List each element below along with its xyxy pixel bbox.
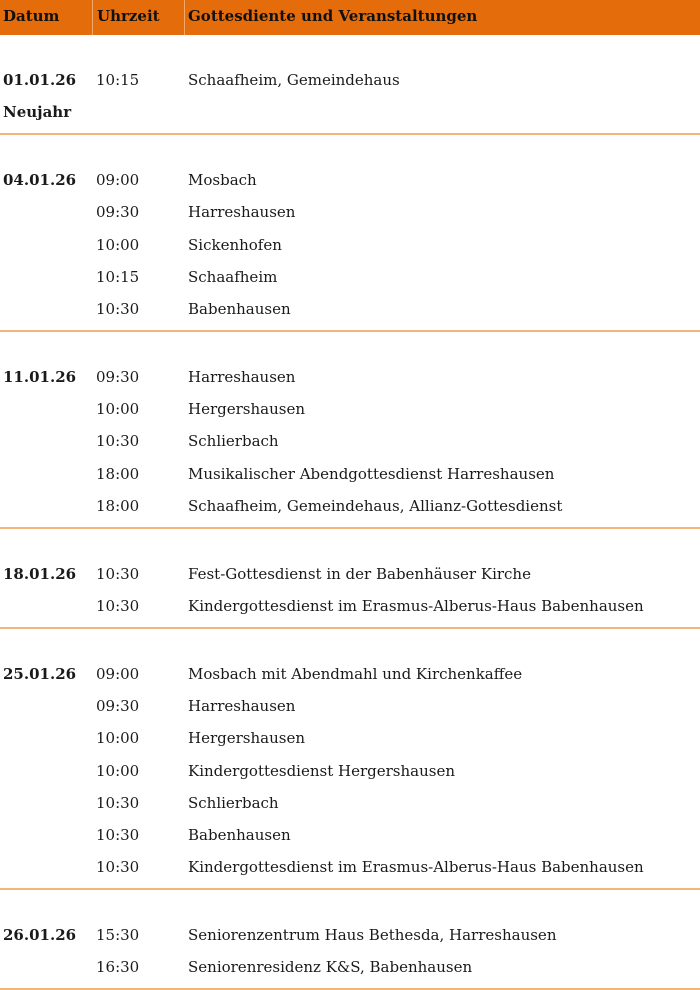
schedule-row [0, 826, 700, 858]
row-date: 11.01.26 [3, 367, 77, 386]
schedule-row [0, 465, 700, 497]
row-date: 25.01.26 [3, 664, 77, 683]
schedule-row [0, 171, 700, 203]
schedule-row [0, 400, 700, 432]
row-time: 09:00 [96, 171, 140, 190]
schedule-row [0, 958, 700, 990]
row-date: 26.01.26 [3, 926, 77, 945]
header-event: Gottesdiente und Veranstaltungen [184, 0, 700, 35]
schedule-row [0, 665, 700, 697]
schedule-row [0, 597, 700, 629]
row-time: 09:30 [96, 203, 140, 222]
schedule-row [0, 794, 700, 826]
row-event: Hergershausen [188, 729, 305, 748]
row-time: 09:00 [96, 664, 140, 683]
row-event: Musikalischer Abendgottesdienst Harreshausen [188, 464, 555, 483]
row-event: Harreshausen [188, 367, 296, 386]
row-event: Kindergottesdienst Hergershausen [188, 761, 455, 780]
row-event: Kindergottesdienst im Erasmus-Alberus-Haus Babenhausen [188, 596, 644, 615]
schedule-row [0, 565, 700, 597]
row-time: 10:30 [96, 825, 140, 844]
schedule-row [0, 729, 700, 761]
date-note: Neujahr [3, 103, 72, 122]
row-event: Seniorenresidenz K&S, Babenhausen [188, 958, 473, 977]
schedule-body [0, 35, 700, 990]
row-time: 10:30 [96, 793, 140, 812]
row-time: 09:30 [96, 367, 140, 386]
schedule-row [0, 858, 700, 890]
row-date: 01.01.26 [3, 71, 77, 89]
row-event: Schaafheim, Gemeindehaus, Allianz-Gottesdienst [188, 496, 563, 515]
row-event: Harreshausen [188, 203, 296, 222]
date-group [0, 35, 700, 135]
header-date: Datum [3, 7, 60, 25]
date-group [0, 890, 700, 990]
date-group [0, 629, 700, 890]
row-event: Babenhausen [188, 299, 291, 318]
schedule-row [0, 432, 700, 464]
schedule-row [0, 926, 700, 958]
row-time: 10:30 [96, 299, 140, 318]
schedule-row [0, 697, 700, 729]
date-group [0, 332, 700, 529]
row-time: 10:30 [96, 596, 140, 615]
row-event: Kindergottesdienst im Erasmus-Alberus-Haus Babenhausen [188, 858, 644, 877]
row-date: 04.01.26 [3, 171, 77, 190]
row-event: Mosbach [188, 171, 257, 190]
row-time: 10:30 [96, 564, 140, 583]
schedule-row [0, 762, 700, 794]
date-group [0, 529, 700, 629]
row-time: 16:30 [96, 958, 140, 977]
row-event: Fest-Gottesdienst in der Babenhäuser Kirche [188, 564, 531, 583]
schedule-row [0, 368, 700, 400]
table-header [0, 0, 700, 35]
row-event: Schlierbach [188, 432, 279, 451]
row-time: 10:00 [96, 761, 140, 780]
row-event: Hergershausen [188, 400, 305, 419]
row-event: Schaafheim, Gemeindehaus [188, 71, 400, 89]
row-time: 10:00 [96, 400, 140, 419]
row-time: 10:30 [96, 432, 140, 451]
row-event: Schaafheim [188, 267, 278, 286]
row-time: 10:15 [96, 71, 140, 89]
date-group [0, 135, 700, 332]
row-event: Mosbach mit Abendmahl und Kirchenkaffee [188, 664, 523, 683]
row-event: Babenhausen [188, 825, 291, 844]
row-time: 10:00 [96, 729, 140, 748]
schedule-row [0, 236, 700, 268]
header-time: Uhrzeit [92, 0, 184, 35]
row-time: 18:00 [96, 464, 140, 483]
row-event: Sickenhofen [188, 235, 282, 254]
row-time: 09:30 [96, 697, 140, 716]
row-event: Schlierbach [188, 793, 279, 812]
row-event: Seniorenzentrum Haus Bethesda, Harreshausen [188, 926, 557, 945]
row-date: 18.01.26 [3, 564, 77, 583]
row-time: 10:00 [96, 235, 140, 254]
row-time: 10:30 [96, 858, 140, 877]
schedule-row [0, 268, 700, 300]
row-event: Harreshausen [188, 697, 296, 716]
schedule-row [0, 203, 700, 235]
schedule-row [0, 497, 700, 529]
schedule-row [0, 71, 700, 103]
row-time: 10:15 [96, 267, 140, 286]
schedule-row [0, 300, 700, 332]
row-time: 18:00 [96, 496, 140, 515]
row-time: 15:30 [96, 926, 140, 945]
